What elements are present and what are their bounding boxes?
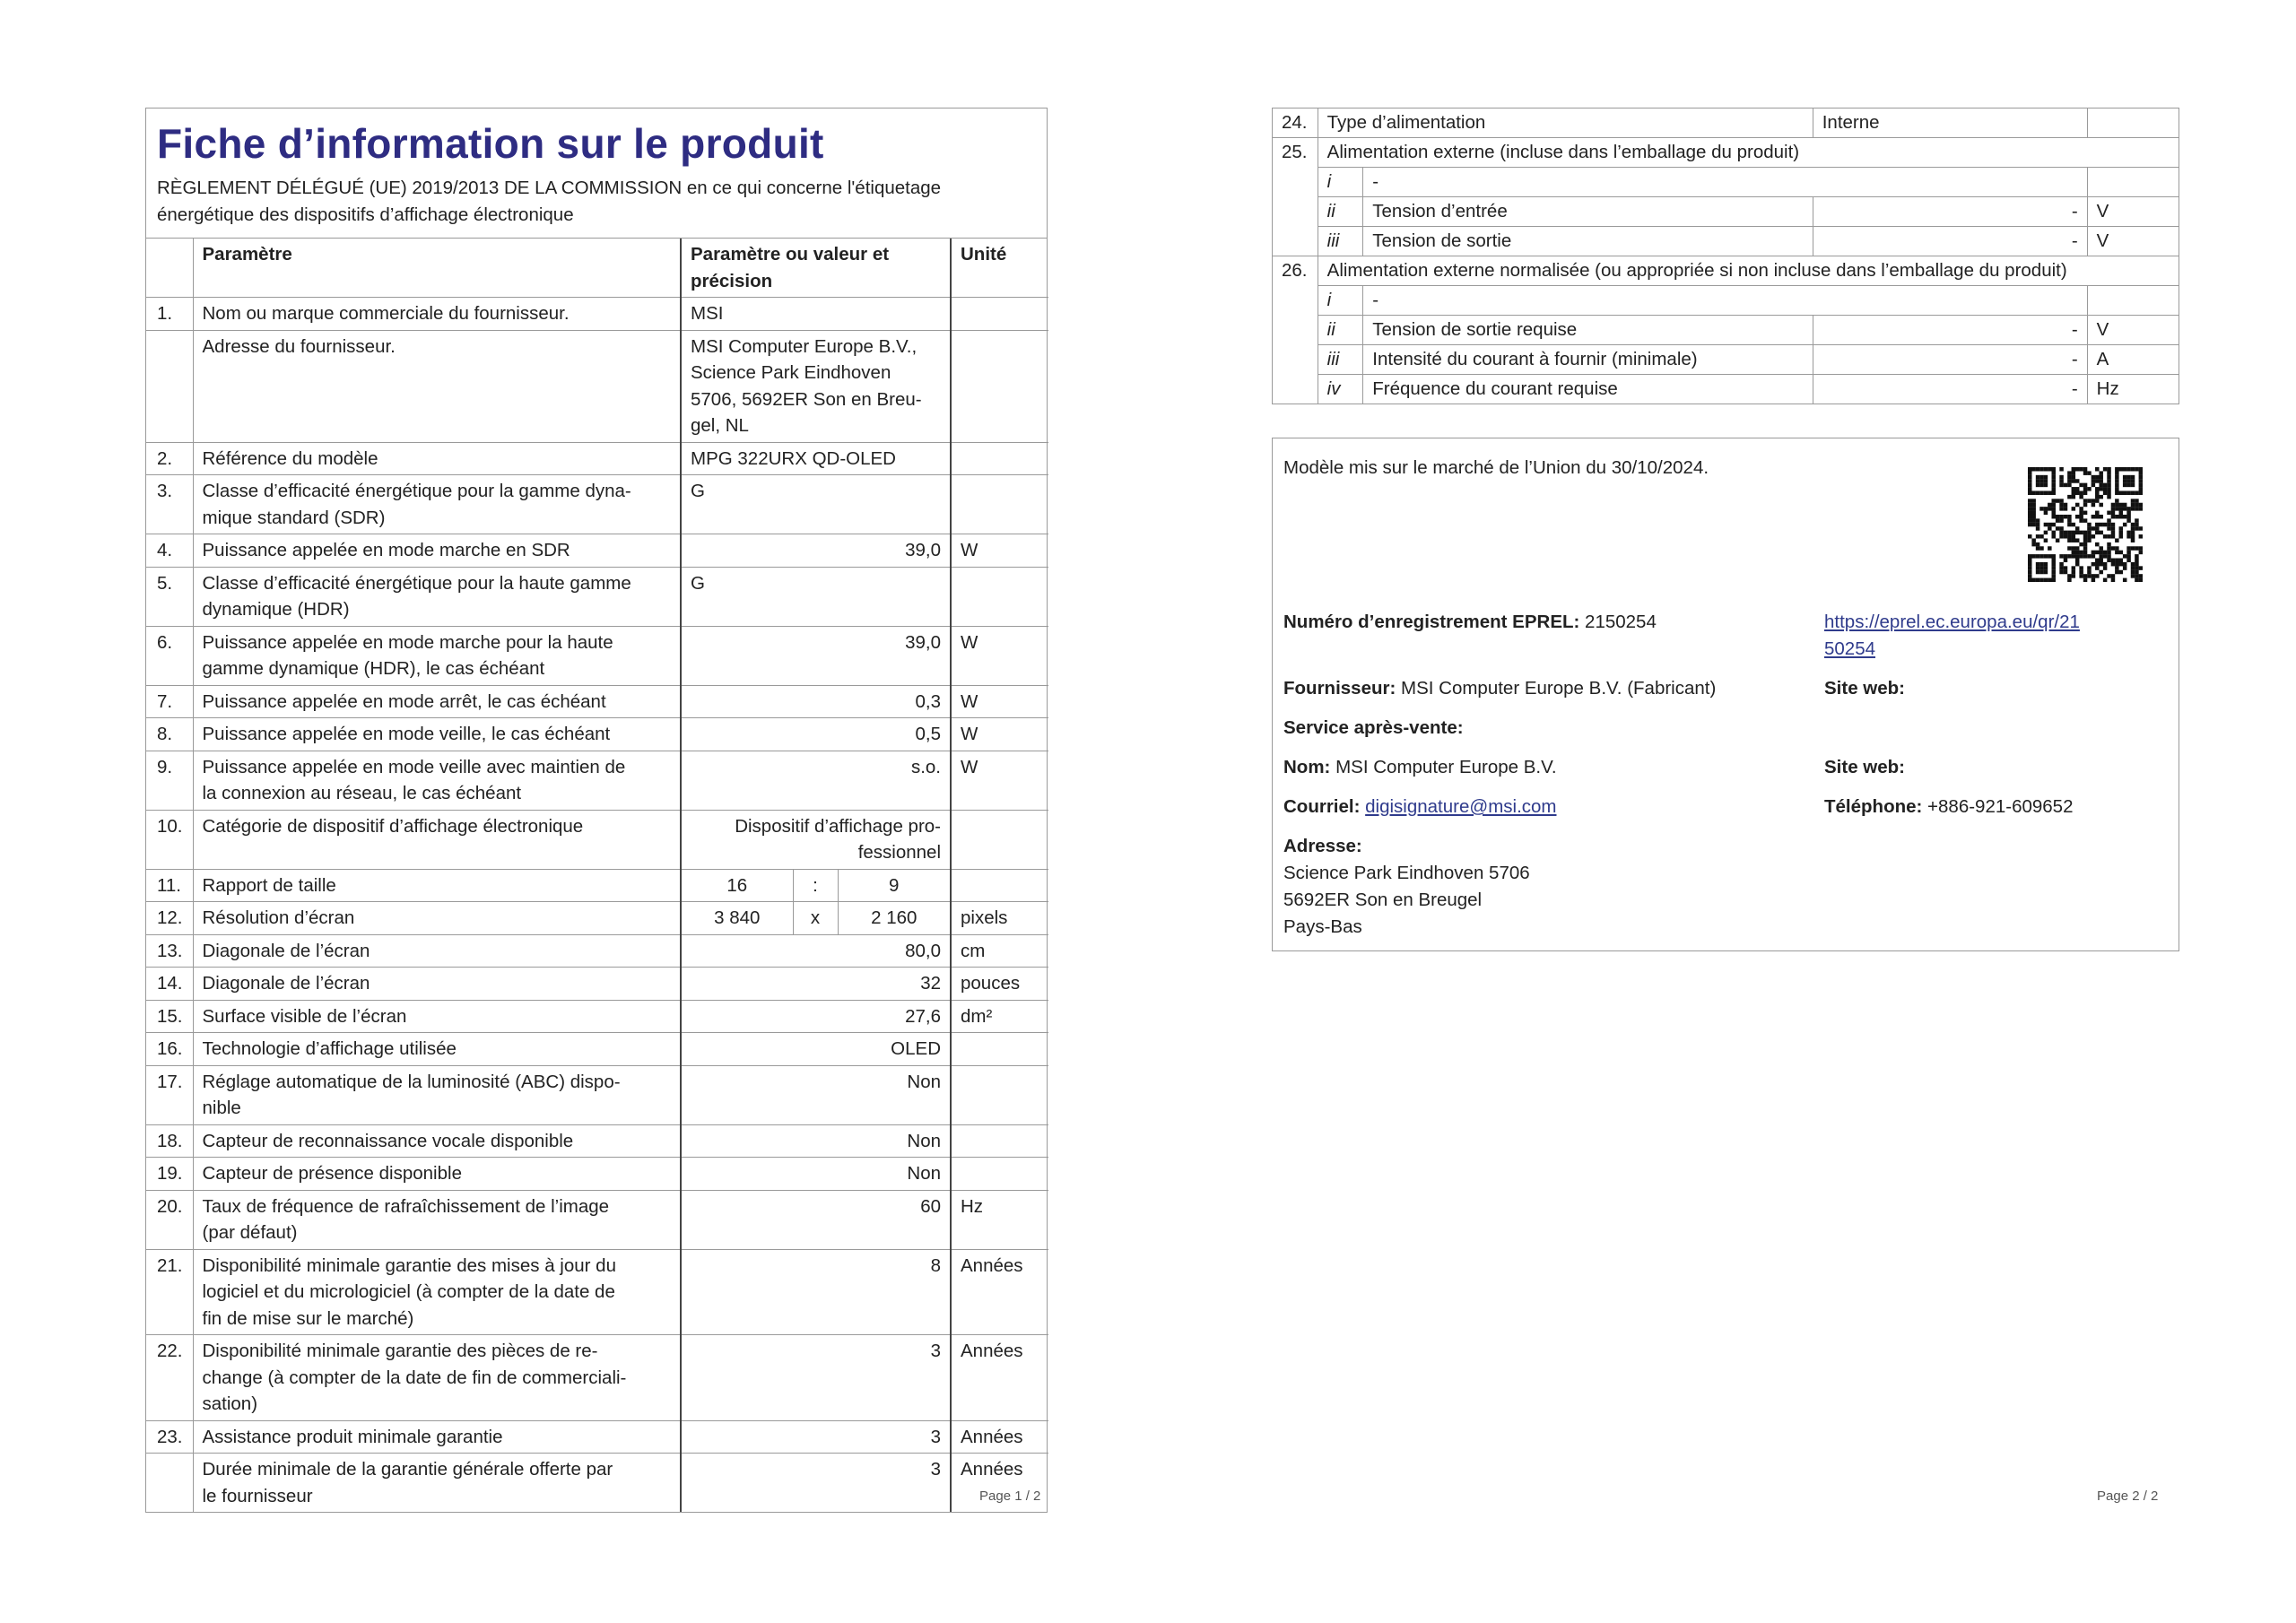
eprel-link-line[interactable]: https://eprel.ec.europa.eu/qr/21 <box>1824 612 2080 632</box>
row-unit <box>951 442 1048 475</box>
row-unit: V <box>2087 197 2179 227</box>
address-block <box>1283 833 1530 941</box>
email-label: Courriel: <box>1283 796 1361 817</box>
table-row <box>146 298 1048 331</box>
table-row <box>146 810 1048 869</box>
row-value <box>681 1335 951 1421</box>
parameter-line: Assistance produit minimale garantie <box>202 1426 503 1447</box>
row-unit: Hz <box>2087 375 2179 404</box>
row-number: 21. <box>146 1249 193 1335</box>
qr-code-icon[interactable] <box>2028 467 2143 582</box>
value-line: Non <box>907 1130 941 1151</box>
row-parameter <box>193 934 681 968</box>
table-row <box>146 718 1048 751</box>
parameter-line: (par défaut) <box>202 1222 298 1243</box>
row-label: Alimentation externe normalisée (ou appropriée si non incluse dans l’emballage du produit) <box>1318 256 2179 286</box>
row-label: Alimentation externe (incluse dans l’emballage du produit) <box>1318 138 2179 168</box>
table-row <box>146 1420 1048 1454</box>
table-row <box>146 1190 1048 1249</box>
eprel-link-line[interactable]: 50254 <box>1824 638 1876 659</box>
row-parameter <box>193 1420 681 1454</box>
row-value <box>681 1249 951 1335</box>
row-unit: dm² <box>951 1000 1048 1033</box>
table-row <box>146 1065 1048 1124</box>
row-unit: W <box>951 685 1048 718</box>
row-label: Intensité du courant à fournir (minimale) <box>1363 345 1813 375</box>
eprel-link[interactable] <box>1824 609 2080 663</box>
row-number: 22. <box>146 1335 193 1421</box>
row-number: 16. <box>146 1033 193 1066</box>
eprel-row <box>1283 609 1657 636</box>
value-line: s.o. <box>910 756 941 777</box>
parameter-line: fin de mise sur le marché) <box>202 1307 414 1329</box>
address-label: Adresse: <box>1283 836 1362 856</box>
value-line: 39,0 <box>905 540 941 560</box>
parameter-line: change (à compter de la date de fin de commerciali- <box>202 1367 627 1388</box>
row-unit <box>951 567 1048 626</box>
row-label: - <box>1363 286 2087 316</box>
eprel-number: 2150254 <box>1585 612 1657 632</box>
parameter-line: Durée minimale de la garantie générale offerte par <box>202 1459 613 1480</box>
row-value: - <box>1813 375 2087 404</box>
row-value <box>681 626 951 685</box>
row-number: 25. <box>1273 138 1318 256</box>
row-number: 8. <box>146 718 193 751</box>
table-row <box>146 626 1048 685</box>
row-parameter <box>193 1335 681 1421</box>
address-line: 5692ER Son en Breugel <box>1283 890 1483 910</box>
row-unit: Hz <box>951 1190 1048 1249</box>
header-value-line: Paramètre ou valeur et <box>691 244 890 265</box>
parameter-line: Diagonale de l’écran <box>202 973 370 994</box>
row-number: 6. <box>146 626 193 685</box>
value-line: 3 <box>930 1459 941 1480</box>
row-number: 19. <box>146 1158 193 1191</box>
table-row <box>146 869 1048 902</box>
value-line: Non <box>907 1163 941 1184</box>
page-number: Page 1 / 2 <box>979 1488 1041 1504</box>
value-line: 27,6 <box>905 1005 941 1027</box>
parameter-line: Capteur de présence disponible <box>202 1163 462 1184</box>
row-number: 9. <box>146 751 193 810</box>
table-row <box>146 1249 1048 1335</box>
table-row <box>146 902 1048 935</box>
parameter-line: Disponibilité minimale garantie des mises à jour du <box>202 1254 616 1276</box>
split-value: 2 160 <box>838 902 951 935</box>
sheet-header <box>146 108 1047 239</box>
row-unit <box>951 869 1048 902</box>
row-parameter <box>193 626 681 685</box>
parameter-line: Taux de fréquence de rafraîchissement de l’image <box>202 1195 610 1217</box>
parameter-line: mique standard (SDR) <box>202 507 386 528</box>
row-parameter <box>193 567 681 626</box>
phone-label: Téléphone: <box>1824 796 1923 817</box>
page-title: Fiche d’information sur le produit <box>157 120 824 167</box>
address-line: Science Park Eindhoven 5706 <box>1283 863 1530 883</box>
table-row <box>1273 345 2179 375</box>
row-label: Fréquence du courant requise <box>1363 375 1813 404</box>
row-parameter <box>193 968 681 1001</box>
row-parameter <box>193 442 681 475</box>
row-unit <box>951 1033 1048 1066</box>
row-parameter <box>193 1158 681 1191</box>
row-label: Type d’alimentation <box>1318 108 1813 138</box>
regulation-subtitle <box>157 175 1036 229</box>
row-number: 10. <box>146 810 193 869</box>
row-parameter <box>193 1065 681 1124</box>
row-parameter <box>193 902 681 935</box>
row-parameter <box>193 751 681 810</box>
row-number: iv <box>1318 375 1363 404</box>
value-line: Science Park Eindhoven <box>691 362 891 383</box>
parameter-line: Réglage automatique de la luminosité (ABC) dispo- <box>202 1071 621 1092</box>
row-number: 12. <box>146 902 193 935</box>
row-label: Tension d’entrée <box>1363 197 1813 227</box>
value-line: 39,0 <box>905 631 941 653</box>
parameter-line: Nom ou marque commerciale du fournisseur. <box>202 303 570 324</box>
address-line: Pays-Bas <box>1283 916 1362 937</box>
row-number: i <box>1318 286 1363 316</box>
parameter-line: Catégorie de dispositif d’affichage électronique <box>202 815 584 837</box>
row-unit <box>951 810 1048 869</box>
row-value: - <box>1813 227 2087 256</box>
header-param: Paramètre <box>193 239 681 298</box>
row-number: 2. <box>146 442 193 475</box>
row-number <box>146 330 193 442</box>
supplier-row <box>1283 675 1716 702</box>
eprel-label: Numéro d’enregistrement EPREL: <box>1283 612 1580 632</box>
row-number: 7. <box>146 685 193 718</box>
table-row <box>146 567 1048 626</box>
after-sales-label: Service après-vente: <box>1283 717 1464 738</box>
parameter-line: nible <box>202 1098 241 1118</box>
page-number: Page 2 / 2 <box>2097 1488 2159 1504</box>
row-number: 17. <box>146 1065 193 1124</box>
value-line: OLED <box>891 1038 941 1059</box>
table-row <box>1273 375 2179 404</box>
row-value <box>681 1065 951 1124</box>
row-number: 18. <box>146 1124 193 1158</box>
parameter-line: Référence du modèle <box>202 447 378 469</box>
row-unit <box>951 1124 1048 1158</box>
parameter-line: Adresse du fournisseur. <box>202 335 396 357</box>
parameter-line: Résolution d’écran <box>202 907 355 928</box>
row-number: ii <box>1318 316 1363 345</box>
row-value <box>681 1158 951 1191</box>
phone-value: +886-921-609652 <box>1927 796 2074 817</box>
split-value: 16 <box>681 869 793 902</box>
row-unit: Années <box>951 1454 1048 1513</box>
table-row <box>146 968 1048 1001</box>
email-link[interactable]: digisignature@msi.com <box>1365 796 1557 817</box>
product-info-sheet <box>145 108 1048 1513</box>
parameter-line: Classe d’efficacité énergétique pour la haute gamme <box>202 572 631 594</box>
row-unit: pouces <box>951 968 1048 1001</box>
row-number: 14. <box>146 968 193 1001</box>
parameter-line: Diagonale de l’écran <box>202 940 370 961</box>
split-separator: x <box>793 902 838 935</box>
parameter-line: Puissance appelée en mode veille avec maintien de <box>202 756 626 777</box>
table-row <box>146 751 1048 810</box>
row-value <box>681 751 951 810</box>
parameter-line: Capteur de reconnaissance vocale disponible <box>202 1130 574 1151</box>
row-value <box>681 1124 951 1158</box>
row-unit: W <box>951 626 1048 685</box>
subtitle-line: énergétique des dispositifs d’affichage électronique <box>157 204 574 225</box>
row-number: 3. <box>146 475 193 534</box>
value-line: Non <box>907 1071 941 1092</box>
row-value: Interne <box>1813 108 2087 138</box>
parameter-line: dynamique (HDR) <box>202 599 350 620</box>
market-date: Modèle mis sur le marché de l’Union du 30/10/2024. <box>1283 457 1709 478</box>
table-row <box>146 442 1048 475</box>
row-number: 24. <box>1273 108 1318 138</box>
row-unit: cm <box>951 934 1048 968</box>
row-value: - <box>1813 316 2087 345</box>
row-unit <box>951 475 1048 534</box>
row-unit: A <box>2087 345 2179 375</box>
row-value <box>681 534 951 568</box>
subtitle-line: RÈGLEMENT DÉLÉGUÉ (UE) 2019/2013 DE LA COMMISSION en ce qui concerne l'étiquetage <box>157 178 942 198</box>
row-value: - <box>1813 345 2087 375</box>
parameter-line: sation) <box>202 1393 258 1414</box>
row-number: 1. <box>146 298 193 331</box>
row-value <box>681 1000 951 1033</box>
header-unit: Unité <box>951 239 1048 298</box>
header-value <box>681 239 951 298</box>
row-number: 26. <box>1273 256 1318 404</box>
table-header-row <box>146 239 1048 298</box>
value-line: Dispositif d’affichage pro- <box>735 815 941 837</box>
name-value: MSI Computer Europe B.V. <box>1335 757 1557 777</box>
value-line: G <box>691 481 705 501</box>
row-number: i <box>1318 168 1363 197</box>
value-line: 5706, 5692ER Son en Breu- <box>691 388 922 410</box>
row-unit: V <box>2087 227 2179 256</box>
split-value: 3 840 <box>681 902 793 935</box>
value-line: 80,0 <box>905 940 941 961</box>
row-value <box>681 934 951 968</box>
row-value <box>681 685 951 718</box>
value-line: gel, NL <box>691 415 749 436</box>
row-parameter <box>193 718 681 751</box>
row-parameter <box>193 475 681 534</box>
row-unit: Années <box>951 1249 1048 1335</box>
table-row <box>1273 316 2179 345</box>
row-number: 5. <box>146 567 193 626</box>
row-unit <box>951 298 1048 331</box>
row-value <box>681 330 951 442</box>
row-label: Tension de sortie requise <box>1363 316 1813 345</box>
value-line: 3 <box>930 1426 941 1447</box>
parameter-line: logiciel et du micrologiciel (à compter de la date de <box>202 1281 615 1302</box>
row-value: - <box>1813 197 2087 227</box>
parameters-table <box>146 239 1048 1512</box>
table-row <box>146 1124 1048 1158</box>
row-value <box>681 968 951 1001</box>
row-parameter <box>193 1190 681 1249</box>
supplier-label: Fournisseur: <box>1283 678 1396 699</box>
email-row <box>1283 794 1557 820</box>
value-line: 32 <box>920 973 941 994</box>
table-row <box>146 1335 1048 1421</box>
value-line: MSI <box>691 303 724 324</box>
row-parameter <box>193 1249 681 1335</box>
table-row <box>1273 227 2179 256</box>
row-unit: Années <box>951 1335 1048 1421</box>
value-line: 60 <box>920 1195 941 1217</box>
row-parameter <box>193 330 681 442</box>
row-number: 4. <box>146 534 193 568</box>
row-parameter <box>193 298 681 331</box>
row-number: ii <box>1318 197 1363 227</box>
row-value <box>681 475 951 534</box>
row-value <box>681 298 951 331</box>
row-number: 15. <box>146 1000 193 1033</box>
value-line: 0,3 <box>915 690 941 712</box>
parameter-line: Surface visible de l’écran <box>202 1005 407 1027</box>
row-parameter <box>193 534 681 568</box>
table-row <box>146 475 1048 534</box>
table-row <box>146 1454 1048 1513</box>
row-unit <box>951 330 1048 442</box>
name-row <box>1283 754 1557 781</box>
row-parameter <box>193 1454 681 1513</box>
row-value <box>681 442 951 475</box>
parameter-line: Puissance appelée en mode marche pour la haute <box>202 631 613 653</box>
row-parameter <box>193 1124 681 1158</box>
parameter-line: la connexion au réseau, le cas échéant <box>202 783 522 803</box>
table-row <box>1273 256 2179 286</box>
value-line: 0,5 <box>915 724 941 744</box>
parameter-line: Classe d’efficacité énergétique pour la gamme dyna- <box>202 481 631 501</box>
row-value <box>681 810 951 869</box>
row-unit <box>951 1158 1048 1191</box>
row-unit: V <box>2087 316 2179 345</box>
parameter-line: gamme dynamique (HDR), le cas échéant <box>202 658 545 679</box>
row-parameter <box>193 685 681 718</box>
row-value <box>681 1420 951 1454</box>
table-row <box>1273 108 2179 138</box>
value-line: 3 <box>930 1341 941 1361</box>
row-value <box>681 1190 951 1249</box>
table-row <box>146 330 1048 442</box>
split-separator: : <box>793 869 838 902</box>
website-label: Site web: <box>1824 678 1905 699</box>
table-row <box>146 1000 1048 1033</box>
row-number: 20. <box>146 1190 193 1249</box>
row-unit: pixels <box>951 902 1048 935</box>
value-line: 8 <box>930 1254 941 1276</box>
row-parameter <box>193 810 681 869</box>
row-unit: W <box>951 534 1048 568</box>
value-line: G <box>691 572 705 594</box>
parameter-line: Rapport de taille <box>202 874 336 896</box>
table-row <box>146 685 1048 718</box>
table-row <box>146 934 1048 968</box>
row-label: Tension de sortie <box>1363 227 1813 256</box>
value-line: MPG 322URX QD-OLED <box>691 447 896 469</box>
row-number: iii <box>1318 227 1363 256</box>
page-2 <box>1148 0 2296 1623</box>
row-unit: W <box>951 751 1048 810</box>
row-value <box>681 1454 951 1513</box>
row-value <box>681 718 951 751</box>
row-label: - <box>1363 168 2087 197</box>
table-row <box>146 1158 1048 1191</box>
row-number: 13. <box>146 934 193 968</box>
row-value <box>681 567 951 626</box>
value-line: MSI Computer Europe B.V., <box>691 335 918 357</box>
parameter-line: Puissance appelée en mode marche en SDR <box>202 540 570 560</box>
supplier-value: MSI Computer Europe B.V. (Fabricant) <box>1401 678 1717 699</box>
table-row <box>146 534 1048 568</box>
row-number: 11. <box>146 869 193 902</box>
table-row <box>1273 138 2179 168</box>
parameter-line: Puissance appelée en mode veille, le cas échéant <box>202 724 611 744</box>
row-unit <box>951 1065 1048 1124</box>
row-parameter <box>193 1000 681 1033</box>
table-row <box>1273 286 2179 316</box>
row-number <box>146 1454 193 1513</box>
row-parameter <box>193 869 681 902</box>
parameter-line: le fournisseur <box>202 1485 313 1506</box>
table-row <box>1273 197 2179 227</box>
row-parameter <box>193 1033 681 1066</box>
row-number: iii <box>1318 345 1363 375</box>
phone-row <box>1824 794 2074 820</box>
table-row <box>146 1033 1048 1066</box>
parameter-line: Disponibilité minimale garantie des pièces de re- <box>202 1341 598 1361</box>
table-row <box>1273 168 2179 197</box>
row-number: 23. <box>146 1420 193 1454</box>
header-value-line: précision <box>691 270 773 291</box>
row-unit: Années <box>951 1420 1048 1454</box>
eprel-info-box <box>1272 438 2179 951</box>
parameter-line: Technologie d’affichage utilisée <box>202 1038 457 1059</box>
name-label: Nom: <box>1283 757 1331 777</box>
power-supply-table <box>1272 108 2179 404</box>
split-value: 9 <box>838 869 951 902</box>
row-value <box>681 1033 951 1066</box>
parameter-line: Puissance appelée en mode arrêt, le cas échéant <box>202 690 606 712</box>
row-unit: W <box>951 718 1048 751</box>
website-label: Site web: <box>1824 757 1905 777</box>
value-line: fessionnel <box>857 842 941 863</box>
